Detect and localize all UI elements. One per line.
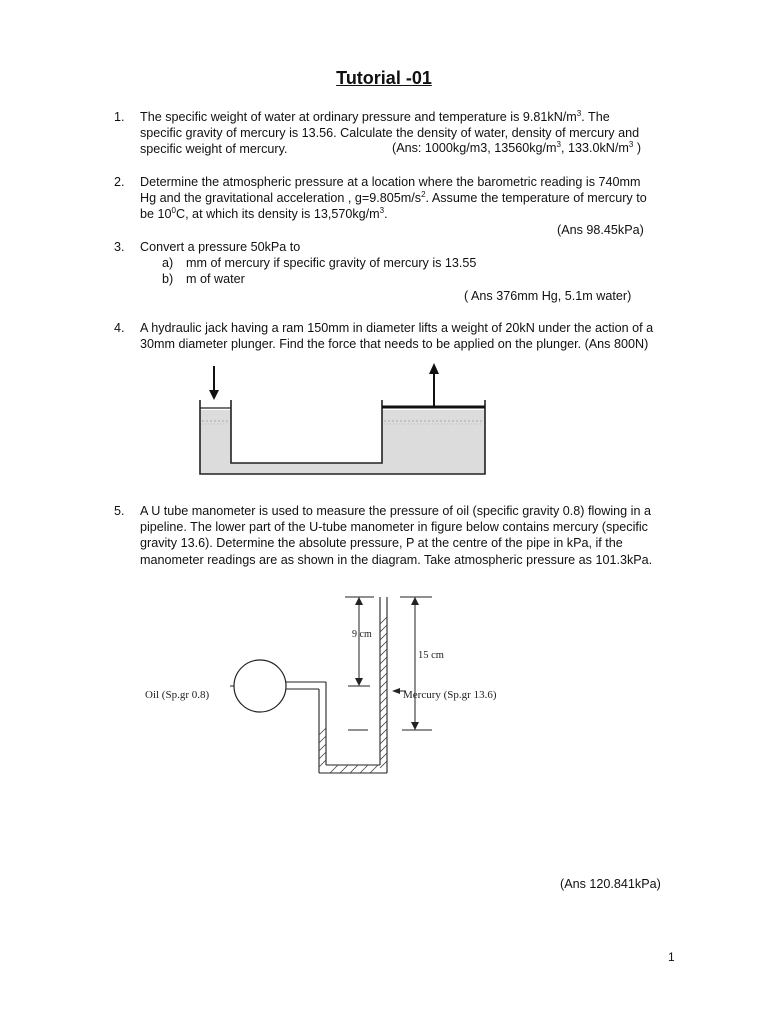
question-text: gravity 13.6). Determine the absolute pressure, P at the centre of the pipe in kPa, if the (140, 536, 623, 551)
arrow-up-icon (429, 363, 439, 374)
manometer-figure (140, 585, 540, 785)
question-text: A U tube manometer is used to measure the pressure of oil (specific gravity 0.8) flowing in a (140, 504, 651, 518)
question-text: Determine the atmospheric pressure at a location where the barometric reading is 740mm (140, 175, 641, 189)
answer: (Ans: 1000kg/m3, $13560kg/m^3$, $133.0kN/m^3$ ) (392, 140, 642, 155)
question-number: 5. (114, 504, 125, 518)
oil-label: Oil (Sp.gr 0.8) (145, 689, 210, 701)
page-title: Tutorial -01 (336, 68, 432, 88)
question-text: specific gravity of mercury is 13.56. Calculate the density of water, density of mercury and (140, 126, 640, 141)
dimension-9cm: 9 cm (352, 629, 372, 640)
question-text: The specific weight of water at ordinary pressure and temperature is $9.81kN/m^3$. The (140, 109, 610, 124)
arrow-down-icon (209, 390, 219, 400)
question-text: Hg and the gravitational acceleration , $g=9.805m/s^2$. Assume the temperature of mercury to (140, 190, 647, 206)
question-number: 1. (114, 110, 125, 124)
question-text: Convert a pressure 50kPa to (140, 240, 301, 254)
question-text: pipeline. The lower part of the U-tube manometer in figure below contains mercury (specific (140, 520, 648, 535)
question-number: 4. (114, 321, 125, 335)
dimension-15cm: 15 cm (418, 650, 444, 661)
question-text: specific weight of mercury. (140, 142, 288, 157)
answer: (Ans 120.841kPa) (560, 877, 661, 891)
question-text: be $10^0C$, at which its density is $13,570kg/m^3$. (140, 206, 388, 222)
answer: ( Ans 376mm Hg, 5.1m water) (464, 289, 632, 303)
fluid (200, 410, 485, 474)
question-text: 30mm diameter plunger. Find the force that needs to be applied on the plunger. (Ans 800N) (140, 337, 649, 352)
mercury-label: Mercury (Sp.gr 13.6) (403, 689, 497, 701)
answer: (Ans 98.45kPa) (557, 223, 644, 237)
question-number: 3. (114, 240, 125, 254)
sub-question-a: a) mm of mercury if specific gravity of mercury is 13.55 (162, 256, 477, 271)
question-number: 2. (114, 175, 125, 189)
question-text: A hydraulic jack having a ram 150mm in diameter lifts a weight of 20kN under the action of a (140, 321, 654, 335)
sub-question-b: b) m of water (162, 272, 245, 287)
pipe-cross-section (234, 660, 286, 712)
page-number: 1 (668, 950, 675, 964)
hydraulic-jack-figure (190, 360, 500, 480)
question-text: manometer readings are as shown in the diagram. Take atmospheric pressure as 101.3kPa. (140, 552, 653, 567)
